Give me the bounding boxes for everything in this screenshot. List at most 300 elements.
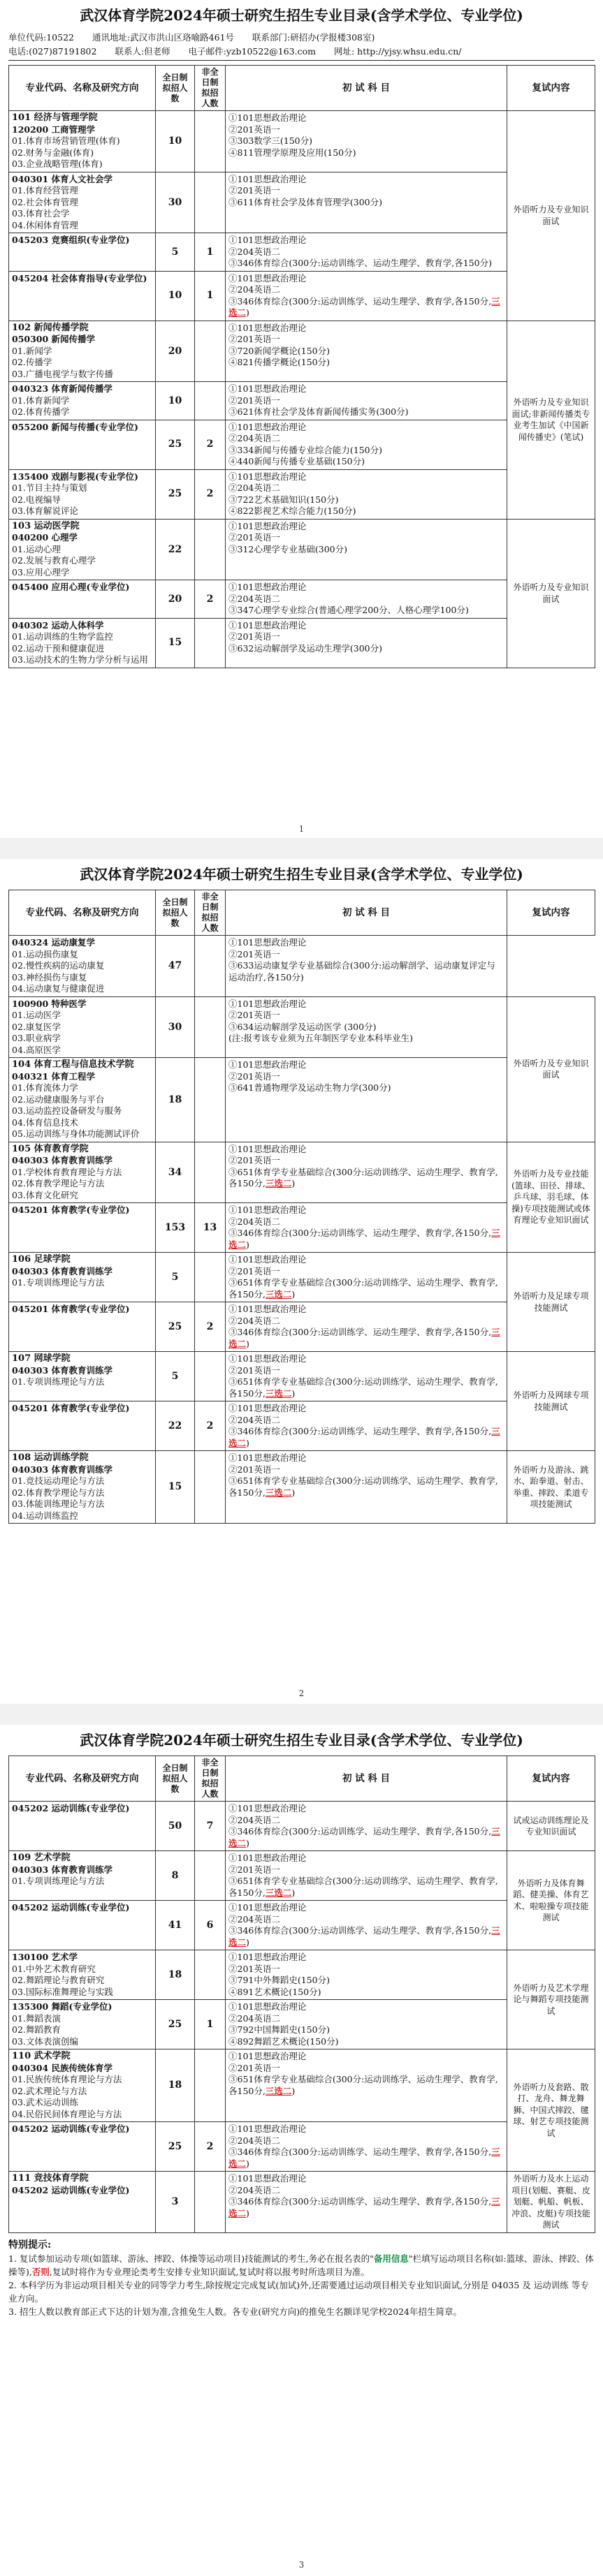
research-direction: 03.体育解说评论 xyxy=(12,506,78,516)
exam-subject: ①101思想政治理论 xyxy=(228,1143,307,1154)
research-direction: 03.运动监控设备研发与服务 xyxy=(12,1105,122,1116)
exam-subject: ②204英语二 xyxy=(228,246,280,257)
exam-subject: ①101思想政治理论 xyxy=(228,112,307,123)
major-cell xyxy=(9,2000,156,2049)
document-title: 武汉体育学院2024年硕士研究生招生专业目录(含学术学位、专业学位) xyxy=(80,1732,523,1749)
research-direction: 03.体能训练理论与方法 xyxy=(12,1499,105,1509)
exam-subject: ②204英语二 xyxy=(228,284,280,295)
major-code-name: 045202 运动训练(专业学位) xyxy=(12,2184,130,2195)
table-row xyxy=(9,2049,595,2122)
major-cell xyxy=(9,321,156,382)
table-row xyxy=(9,1142,595,1203)
research-direction: 02.体育教学理论与方法 xyxy=(12,1178,105,1188)
exam-subject: ③720新闻学概论(150分) xyxy=(228,345,330,356)
research-direction: 01.专项训练理论与方法 xyxy=(12,1376,105,1387)
major-code-name: 040303 体育教育训练学 xyxy=(12,1265,113,1276)
major-cell xyxy=(9,618,156,668)
header-exam: 初 试 科 目 xyxy=(226,1756,507,1802)
highlight-three-choose-two: 三选二 xyxy=(228,2147,500,2169)
major-code-name: 045204 社会体育指导(专业学位) xyxy=(12,272,147,284)
exam-subject: ③791中外舞蹈史(150分) xyxy=(228,1975,330,1985)
full-time-quota: 18 xyxy=(156,2049,195,2122)
page-number: 2 xyxy=(298,1688,305,1698)
exam-subject: ①101思想政治理论 xyxy=(228,471,307,482)
exam-subject: ③651体育学专业基础综合(300分:运动训练学、运动生理学、教育学,各150分,三选二) xyxy=(228,1876,498,1898)
major-code-name: 040303 体育教育训练学 xyxy=(12,1155,113,1165)
major-cell xyxy=(9,519,156,580)
full-time-quota: 41 xyxy=(156,1901,195,1950)
department-name: 105 体育教育学院 xyxy=(12,1143,89,1154)
special-note-1: 1. 复试参加运动专项(如篮球、游泳、摔跤、体操等运动项目)技能测试的考生,务必在报名表的"备用信息"栏填写运动项目名称(如:篮球、游泳、摔跤、体操等),否则,复试时将作为专业理论类考生安排专业知识面试,复试时将以报考时所选项目为准。 xyxy=(8,2253,594,2277)
catalog-table-2 xyxy=(8,890,595,1524)
part-time-quota: 2 xyxy=(195,469,226,519)
header-major: 专业代码、名称及研究方向 xyxy=(9,66,156,111)
exam-subject: ③346体育综合(300分:运动训练学、运动生理学、教育学,各150分,三选二) xyxy=(228,1426,500,1448)
part-time-quota xyxy=(195,382,226,420)
exam-subjects xyxy=(226,1253,507,1302)
major-cell xyxy=(9,1253,156,1302)
major-cell xyxy=(9,2122,156,2172)
department-name: 110 武术学院 xyxy=(12,2051,71,2061)
major-code-name: 040304 民族传统体育学 xyxy=(12,2062,113,2073)
part-time-quota: 13 xyxy=(195,1203,226,1253)
exam-subject: ①101思想政治理论 xyxy=(228,383,307,394)
major-cell xyxy=(9,1058,156,1142)
exam-subject: ①101思想政治理论 xyxy=(228,582,307,592)
exam-subject: ①101思想政治理论 xyxy=(228,322,307,333)
exam-subjects xyxy=(226,1451,507,1524)
full-time-quota: 30 xyxy=(156,172,195,233)
retest-content: 试或运动训练理论及专业知识面试 xyxy=(507,1802,595,1851)
major-cell xyxy=(9,1352,156,1401)
table-row xyxy=(9,111,595,172)
research-direction: 04.休闲体育管理 xyxy=(12,219,78,230)
research-direction: 02.舞蹈理论与教育研究 xyxy=(12,1975,105,1985)
research-direction: 04.高原医学 xyxy=(12,1044,61,1055)
header-part-time: 非全日制拟招人数 xyxy=(195,66,226,111)
exam-subject: ④821传播学概论(150分) xyxy=(228,357,330,367)
highlight-three-choose-two: 三选二 xyxy=(265,1178,292,1188)
exam-subject: ④892舞蹈艺术概论(150分) xyxy=(228,2036,339,2047)
major-cell xyxy=(9,1851,156,1901)
part-time-quota xyxy=(195,936,226,997)
research-direction: 02.运动健康服务与平台 xyxy=(12,1094,105,1105)
research-direction: 01.专项训练理论与方法 xyxy=(12,1876,105,1886)
research-direction: 01.中外艺术教育研究 xyxy=(12,1963,96,1974)
major-code-name: 045203 竞赛组织(专业学位) xyxy=(12,235,130,245)
exam-subject: ③312心理学专业基础(300分) xyxy=(228,543,347,554)
department-name: 101 经济与管理学院 xyxy=(12,112,98,123)
major-code-name: 040324 运动康复学 xyxy=(12,937,96,948)
page-1 xyxy=(0,0,603,838)
research-direction: 03.运动技术的生物力学分析与运用 xyxy=(12,654,148,665)
major-code-name: 040301 体育人文社会学 xyxy=(12,173,113,184)
website-link[interactable]: http://yjsy.whsu.edu.cn/ xyxy=(357,46,462,57)
major-cell xyxy=(9,2172,156,2233)
exam-subject: ③346体育综合(300分:运动训练学、运动生理学、教育学,各150分,三选二) xyxy=(228,295,500,318)
research-direction: 02.体育教学理论与方法 xyxy=(12,1487,105,1498)
research-direction: 04.运动训练监控 xyxy=(12,1510,78,1521)
special-note-3: 3. 招生人数以教育部正式下达的计划为准,含推免生人数。各专业(研究方向)的推免生名额详见学校2024年招生简章。 xyxy=(8,2306,462,2317)
header-major: 专业代码、名称及研究方向 xyxy=(9,890,156,936)
header-exam: 初 试 科 目 xyxy=(226,66,507,111)
research-direction: 03.体育文化研究 xyxy=(12,1189,78,1200)
highlight-three-choose-two: 三选二 xyxy=(265,1887,292,1898)
exam-subject: ①101思想政治理论 xyxy=(228,520,307,531)
part-time-quota xyxy=(195,1451,226,1524)
full-time-quota: 20 xyxy=(156,321,195,382)
major-code-name: 040302 运动人体科学 xyxy=(12,619,104,631)
research-direction: 02.舞蹈教育 xyxy=(12,2024,61,2035)
page-gap xyxy=(0,1704,603,1725)
part-time-quota: 2 xyxy=(195,2122,226,2172)
retest-content: 外语听力及专业知识面试 xyxy=(507,996,595,1142)
exam-subject: ①101思想政治理论 xyxy=(228,1452,307,1463)
research-direction: 02.传播学 xyxy=(12,357,52,367)
part-time-quota: 2 xyxy=(195,420,226,469)
full-time-quota: 5 xyxy=(156,1253,195,1302)
exam-subjects xyxy=(226,233,507,272)
part-time-quota: 1 xyxy=(195,233,226,272)
highlight-three-choose-two: 三选二 xyxy=(265,1388,292,1399)
exam-subjects xyxy=(226,1058,507,1142)
exam-subjects xyxy=(226,172,507,233)
highlight-three-choose-two: 三选二 xyxy=(265,2085,292,2096)
part-time-quota: 2 xyxy=(195,580,226,619)
exam-subject: ①101思想政治理论 xyxy=(228,173,307,184)
major-cell xyxy=(9,1901,156,1950)
part-time-quota xyxy=(195,111,226,172)
contact-person: 联系人:但老师 xyxy=(115,46,170,57)
exam-subject: ②201英语一 xyxy=(228,1364,280,1376)
research-direction: 01.专项训练理论与方法 xyxy=(12,1277,105,1288)
full-time-quota: 18 xyxy=(156,1950,195,2000)
part-time-quota xyxy=(195,172,226,233)
exam-subject: ②201英语一 xyxy=(228,1265,280,1276)
retest-content: 外语听力及水上运动项目(划艇、赛艇、皮划艇、帆船、帆板、冲浪、皮艇)专项技能测试 xyxy=(507,2172,595,2233)
exam-subjects xyxy=(226,1142,507,1203)
exam-subject: ②204英语二 xyxy=(228,433,280,443)
research-direction: 01.节目主持与策划 xyxy=(12,483,87,493)
exam-subject: ③632运动解剖学及运动生理学(300分) xyxy=(228,642,382,654)
exam-subject: ③346体育综合(300分:运动训练学、运动生理学、教育学,各150分,三选二) xyxy=(228,2196,500,2218)
exam-subjects xyxy=(226,2000,507,2049)
exam-subject: ③611体育社会学及体育管理学(300分) xyxy=(228,196,382,207)
full-time-quota: 30 xyxy=(156,996,195,1058)
exam-subject: ①101思想政治理论 xyxy=(228,1853,307,1863)
page-3 xyxy=(0,1725,603,2576)
exam-subject: ②201英语一 xyxy=(228,1155,280,1165)
department-name: 107 网球学院 xyxy=(12,1353,71,1364)
exam-subject: ②201英语一 xyxy=(228,395,280,406)
page-number: 3 xyxy=(298,2560,305,2570)
exam-subject: ③651体育学专业基础综合(300分:运动训练学、运动生理学、教育学,各150分,三选二) xyxy=(228,2074,498,2096)
part-time-quota: 2 xyxy=(195,1401,226,1451)
unit-code: 单位代码:10522 xyxy=(8,32,74,43)
exam-subject: ③651体育学专业基础综合(300分:运动训练学、运动生理学、教育学,各150分,三选二) xyxy=(228,1166,498,1188)
exam-subjects xyxy=(226,469,507,519)
research-direction: 05.运动训练与身体功能测试评价 xyxy=(12,1128,140,1139)
exam-subject: ①101思想政治理论 xyxy=(228,998,307,1009)
department-name: 102 新闻传播学院 xyxy=(12,322,89,333)
contact-dept: 联系部门:研招办(学报楼308室) xyxy=(252,32,375,43)
research-direction: 01.体育经营管理 xyxy=(12,185,78,196)
exam-subject: ③633运动康复学专业基础综合(300分:运动解剖学、运动康复评定与运动治疗,各150分) xyxy=(228,960,495,982)
exam-subject: ②204英语二 xyxy=(228,1814,280,1825)
exam-subjects xyxy=(226,936,507,997)
table-row xyxy=(9,1950,595,2000)
major-code-name: 055200 新闻与传播(专业学位) xyxy=(12,421,138,432)
part-time-quota xyxy=(195,1950,226,2000)
research-direction: 01.体育流体力学 xyxy=(12,1082,78,1093)
major-code-name: 040303 体育教育训练学 xyxy=(12,1464,113,1475)
full-time-quota: 22 xyxy=(156,519,195,580)
exam-subject: ③792中国舞蹈史(150分) xyxy=(228,2024,330,2035)
exam-subject: ③634运动解剖学及运动医学 (300分) xyxy=(228,1021,377,1032)
exam-subject: ③347心理学专业综合(普通心理学200分、人格心理学100分) xyxy=(228,605,469,615)
catalog-table-3 xyxy=(8,1756,595,2233)
highlight-three-choose-two: 三选二 xyxy=(228,1327,500,1349)
catalog-body-2 xyxy=(9,936,595,1524)
major-cell xyxy=(9,1950,156,2000)
major-code-name: 135400 戏剧与影视(专业学位) xyxy=(12,471,138,482)
header-full-time: 全日制拟招人数 xyxy=(156,1756,195,1802)
major-cell xyxy=(9,111,156,172)
table-row xyxy=(9,2172,595,2233)
research-direction: 02.慢性疾病的运动康复 xyxy=(12,960,105,971)
research-direction: 01.运动心理 xyxy=(12,543,61,554)
part-time-quota xyxy=(195,1253,226,1302)
header-part-time: 非全日制拟招人数 xyxy=(195,1756,226,1802)
part-time-quota xyxy=(195,321,226,382)
exam-subjects xyxy=(226,1302,507,1352)
full-time-quota: 25 xyxy=(156,420,195,469)
exam-subjects xyxy=(226,996,507,1058)
page-number: 1 xyxy=(298,824,305,834)
exam-subject: ②201英语一 xyxy=(228,2062,280,2073)
major-cell xyxy=(9,1451,156,1524)
part-time-quota xyxy=(195,2172,226,2233)
exam-subjects xyxy=(226,519,507,580)
exam-subject: ②201英语一 xyxy=(228,1070,280,1082)
part-time-quota: 7 xyxy=(195,1802,226,1851)
research-direction: 04.民俗民间体育理论与方法 xyxy=(12,2108,122,2119)
page-gap xyxy=(0,838,603,859)
table-row xyxy=(9,519,595,580)
exam-subject: ②201英语一 xyxy=(228,631,280,642)
part-time-quota xyxy=(195,1058,226,1142)
exam-subjects xyxy=(226,2172,507,2233)
table-row xyxy=(9,1802,595,1851)
major-cell xyxy=(9,469,156,519)
exam-subject: ①101思想政治理论 xyxy=(228,1205,307,1215)
exam-subject: ④822影视艺术综合能力(150分) xyxy=(228,506,356,516)
exam-subject: ①101思想政治理论 xyxy=(228,1353,307,1364)
major-cell xyxy=(9,936,156,997)
header-full-time: 全日制拟招人数 xyxy=(156,66,195,111)
major-cell xyxy=(9,996,156,1058)
exam-subject: (注:报考该专业须为五年制医学专业本科毕业生) xyxy=(228,1033,413,1043)
exam-subject: ③346体育综合(300分:运动训练学、运动生理学、教育学,各150分) xyxy=(228,258,493,268)
special-notes xyxy=(8,2239,595,2318)
part-time-quota xyxy=(195,1352,226,1401)
full-time-quota: 10 xyxy=(156,111,195,172)
major-cell xyxy=(9,1802,156,1851)
exam-subject: ①101思想政治理论 xyxy=(228,1403,307,1413)
table-row xyxy=(9,1851,595,1901)
exam-subject: ②204英语二 xyxy=(228,2184,280,2195)
exam-subjects xyxy=(226,2049,507,2122)
major-cell xyxy=(9,1401,156,1451)
exam-subject: ④891艺术概论(150分) xyxy=(228,1986,321,1997)
exam-subject: ②204英语二 xyxy=(228,1913,280,1924)
exam-subject: ③722艺术基础知识(150分) xyxy=(228,494,339,505)
exam-subject: ①101思想政治理论 xyxy=(228,937,307,948)
exam-subject: ②201英语一 xyxy=(228,1464,280,1475)
retest-content: 外语听力及游泳、跳水、跆拳道、射击、举重、摔跤、柔道专项技能测试 xyxy=(507,1451,595,1524)
exam-subject: ②204英语二 xyxy=(228,483,280,493)
exam-subject: ②201英语一 xyxy=(228,1864,280,1875)
document-title: 武汉体育学院2024年硕士研究生招生专业目录(含学术学位、专业学位) xyxy=(80,7,523,24)
info-line-2 xyxy=(8,45,595,61)
page-2 xyxy=(0,859,603,1704)
research-direction: 02.运动干预和健康促进 xyxy=(12,642,105,654)
website-label: 网址: xyxy=(333,46,355,57)
major-cell xyxy=(9,580,156,619)
exam-subject: ②204英语二 xyxy=(228,2012,280,2024)
major-cell xyxy=(9,2049,156,2122)
full-time-quota: 5 xyxy=(156,1352,195,1401)
full-time-quota: 34 xyxy=(156,1142,195,1203)
catalog-body-3 xyxy=(9,1802,595,2233)
part-time-quota xyxy=(195,1851,226,1901)
special-notes-title: 特别提示: xyxy=(8,2239,52,2251)
research-direction: 03.文体表演创编 xyxy=(12,2036,78,2047)
exam-subject: ①101思想政治理论 xyxy=(228,272,307,284)
exam-subject: ③651体育学专业基础综合(300分:运动训练学、运动生理学、教育学,各150分,三选二) xyxy=(228,1277,498,1300)
department-name: 108 运动训练学院 xyxy=(12,1452,89,1463)
department-name: 111 竞技体育学院 xyxy=(12,2173,89,2184)
research-direction: 03.应用心理学 xyxy=(12,566,70,577)
major-code-name: 040321 体育工程学 xyxy=(12,1070,96,1082)
exam-subject: ②201英语一 xyxy=(228,532,280,543)
exam-subject: ①101思想政治理论 xyxy=(228,1803,307,1813)
research-direction: 01.竞技运动理论与方法 xyxy=(12,1475,105,1486)
research-direction: 03.体育社会学 xyxy=(12,208,70,219)
highlight-three-choose-two: 三选二 xyxy=(228,2196,500,2218)
department-name: 106 足球学院 xyxy=(12,1254,71,1265)
info-line-1 xyxy=(8,31,595,45)
exam-subjects xyxy=(226,271,507,321)
header-retest: 复试内容 xyxy=(507,1756,595,1802)
table-row xyxy=(9,996,595,1058)
table-row xyxy=(9,936,595,997)
header-retest: 复试内容 xyxy=(507,66,595,111)
full-time-quota: 10 xyxy=(156,271,195,321)
major-code-name: 050300 新闻传播学 xyxy=(12,334,96,344)
header-part-time: 非全日制拟招人数 xyxy=(195,890,226,936)
header-retest: 复试内容 xyxy=(507,890,595,936)
research-direction: 01.体育市场营销管理(体育) xyxy=(12,135,120,146)
exam-subject: ②201英语一 xyxy=(228,1963,280,1974)
exam-subject: ②201英语一 xyxy=(228,1010,280,1020)
exam-subjects xyxy=(226,2122,507,2172)
exam-subjects xyxy=(226,1950,507,2000)
table-row xyxy=(9,321,595,382)
research-direction: 01.民族传统体育理论与方法 xyxy=(12,2074,122,2084)
retest-content: 外语听力及专业技能(篮球、田径、排球、乒乓球、羽毛球、体操)专项技能测试或体育理论专业知识面试 xyxy=(507,1142,595,1253)
retest-content: 外语听力及专业知识面试 xyxy=(507,519,595,668)
department-name: 109 艺术学院 xyxy=(12,1853,71,1863)
exam-subject: ②201英语一 xyxy=(228,185,280,196)
major-cell xyxy=(9,172,156,233)
retest-content: 外语听力及专业知识面试 xyxy=(507,111,595,321)
highlight-three-choose-two: 三选二 xyxy=(228,295,500,318)
exam-subjects xyxy=(226,1352,507,1401)
research-direction: 02.发展与教育心理学 xyxy=(12,555,96,566)
exam-subject: ②204英语二 xyxy=(228,2135,280,2146)
exam-subject: ③621体育社会学及体育新闻传播实务(300分) xyxy=(228,406,409,417)
research-direction: 02.财务与金融(体育) xyxy=(12,147,94,158)
exam-subject: ①101思想政治理论 xyxy=(228,2051,307,2061)
exam-subject: ①101思想政治理论 xyxy=(228,1304,307,1314)
exam-subject: ③346体育综合(300分:运动训练学、运动生理学、教育学,各150分,三选二) xyxy=(228,1826,500,1848)
major-code-name: 045201 体育教学(专业学位) xyxy=(12,1205,130,1215)
exam-subject: ③346体育综合(300分:运动训练学、运动生理学、教育学,各150分,三选二) xyxy=(228,1228,500,1250)
highlight-otherwise: 否则 xyxy=(31,2266,50,2277)
exam-subject: ③651体育学专业基础综合(300分:运动训练学、运动生理学、教育学,各150分,三选二) xyxy=(228,1376,498,1399)
address: 通讯地址:武汉市洪山区珞喻路461号 xyxy=(92,32,235,43)
retest-content: 外语听力及网球专项技能测试 xyxy=(507,1352,595,1451)
catalog-body-1 xyxy=(9,111,595,668)
header-exam: 初 试 科 目 xyxy=(226,890,507,936)
email[interactable]: 电子邮件:yzb10522@163.com xyxy=(188,46,316,57)
retest-content: 外语听力及足球专项技能测试 xyxy=(507,1253,595,1352)
research-direction: 03.企业战略管理(体育) xyxy=(12,159,103,169)
exam-subject: ①101思想政治理论 xyxy=(228,2173,307,2184)
table-row xyxy=(9,1352,595,1401)
major-code-name: 130100 艺术学 xyxy=(12,1952,78,1962)
exam-subject: ②204英语二 xyxy=(228,593,280,604)
exam-subject: ②201英语一 xyxy=(228,124,280,135)
part-time-quota xyxy=(195,1142,226,1203)
research-direction: 01.运动训练的生物学监控 xyxy=(12,631,113,642)
department-name: 104 体育工程与信息技术学院 xyxy=(12,1059,134,1070)
part-time-quota: 1 xyxy=(195,271,226,321)
research-direction: 03.神经损伤与康复 xyxy=(12,971,87,982)
exam-subject: ①101思想政治理论 xyxy=(228,1952,307,1962)
full-time-quota: 20 xyxy=(156,580,195,619)
major-cell xyxy=(9,382,156,420)
exam-subject: ③334新闻与传播专业综合能力(150分) xyxy=(228,444,382,455)
retest-content: 外语听力及专业知识面试;非新闻传播类专业考生加试《中国新闻传播史》(笔试) xyxy=(507,321,595,519)
highlight-three-choose-two: 三选二 xyxy=(228,1426,500,1448)
research-direction: 04.体育信息技术 xyxy=(12,1117,78,1128)
highlight-three-choose-two: 三选二 xyxy=(228,1826,500,1848)
research-direction: 02.体育传播学 xyxy=(12,406,70,417)
header-full-time: 全日制拟招人数 xyxy=(156,890,195,936)
exam-subject: ①101思想政治理论 xyxy=(228,2124,307,2134)
exam-subject: ③641普通物理学及运动生物力学(300分) xyxy=(228,1082,391,1093)
part-time-quota xyxy=(195,996,226,1058)
research-direction: 01.新闻学 xyxy=(12,345,52,356)
full-time-quota: 153 xyxy=(156,1203,195,1253)
full-time-quota: 25 xyxy=(156,2000,195,2049)
full-time-quota: 25 xyxy=(156,2122,195,2172)
exam-subjects xyxy=(226,1401,507,1451)
exam-subject: ②204英语二 xyxy=(228,1315,280,1326)
research-direction: 01.运动医学 xyxy=(12,1010,61,1020)
